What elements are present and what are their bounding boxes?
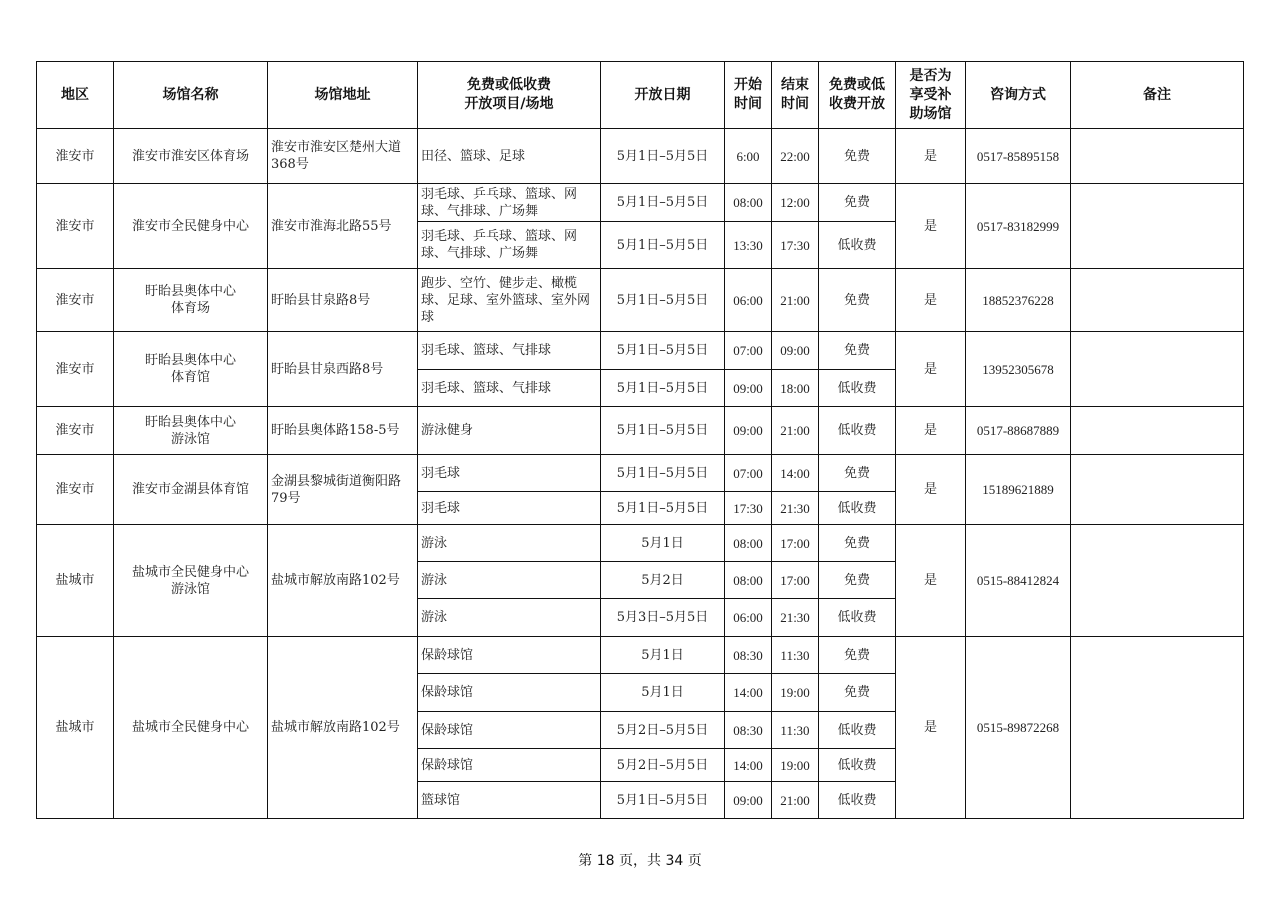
date-cell: 5月1日 (601, 525, 725, 562)
venue-address-cell: 盐城市解放南路102号 (268, 525, 418, 637)
region-cell: 盐城市 (37, 525, 114, 637)
venue-address-cell: 金湖县黎城街道衡阳路79号 (268, 455, 418, 525)
date-cell: 5月1日–5月5日 (601, 222, 725, 269)
date-cell: 5月1日 (601, 674, 725, 712)
contact-cell: 0515-88412824 (966, 525, 1071, 637)
region-cell: 淮安市 (37, 129, 114, 184)
date-cell: 5月1日 (601, 637, 725, 674)
start-time-cell: 08:00 (725, 562, 772, 599)
header-subsidy (896, 62, 966, 129)
venue-address-cell: 盱眙县甘泉西路8号 (268, 332, 418, 407)
end-time-cell: 17:00 (772, 525, 819, 562)
fee-cell: 低收费 (819, 370, 896, 407)
contact-cell: 13952305678 (966, 332, 1071, 407)
venue-table (36, 61, 1244, 819)
page-number: 第 18 页，共 34 页 (578, 853, 702, 869)
header-start-line2: 时间 (734, 96, 762, 112)
header-start-line1: 开始 (734, 77, 762, 93)
venue-name-cell: 淮安市金湖县体育馆 (114, 455, 268, 525)
subsidy-cell: 是 (896, 269, 966, 332)
date-cell: 5月1日–5月5日 (601, 332, 725, 370)
start-time-cell: 07:00 (725, 332, 772, 370)
items-cell: 保龄球馆 (418, 674, 601, 712)
items-cell: 游泳 (418, 562, 601, 599)
venue-name-line: 盱眙县奥体中心 (144, 353, 236, 368)
venue-name-cell (114, 525, 268, 637)
fee-cell: 免费 (819, 637, 896, 674)
end-time-cell: 21:00 (772, 269, 819, 332)
end-time-cell: 21:00 (772, 407, 819, 455)
header-remarks: 备注 (1071, 62, 1244, 129)
subsidy-cell: 是 (896, 637, 966, 819)
start-time-cell: 09:00 (725, 370, 772, 407)
header-subsidy-line3: 助场馆 (909, 105, 952, 122)
venue-address-cell: 淮安市淮安区楚州大道368号 (268, 129, 418, 184)
end-time-cell: 09:00 (772, 332, 819, 370)
fee-cell: 低收费 (819, 222, 896, 269)
remarks-cell (1071, 455, 1244, 525)
end-time-cell: 11:30 (772, 637, 819, 674)
contact-cell: 0517-83182999 (966, 184, 1071, 269)
remarks-cell (1071, 637, 1244, 819)
contact-cell: 18852376228 (966, 269, 1071, 332)
fee-cell: 免费 (819, 562, 896, 599)
items-cell: 游泳 (418, 525, 601, 562)
table-row (37, 129, 1244, 184)
contact-cell: 0517-88687889 (966, 407, 1071, 455)
fee-cell: 免费 (819, 525, 896, 562)
remarks-cell (1071, 129, 1244, 184)
header-items-line1: 免费或低收费 (467, 77, 551, 93)
venue-name-cell (114, 332, 268, 407)
end-time-cell: 12:00 (772, 184, 819, 222)
items-cell: 羽毛球、篮球、气排球 (418, 332, 601, 370)
start-time-cell: 17:30 (725, 492, 772, 525)
venue-name-cell (114, 407, 268, 455)
remarks-cell (1071, 332, 1244, 407)
remarks-cell (1071, 525, 1244, 637)
table-row (37, 637, 1244, 674)
date-cell: 5月1日–5月5日 (601, 407, 725, 455)
end-time-cell: 17:30 (772, 222, 819, 269)
items-cell: 游泳健身 (418, 407, 601, 455)
items-cell: 羽毛球 (418, 492, 601, 525)
start-time-cell: 08:00 (725, 184, 772, 222)
fee-cell: 免费 (819, 269, 896, 332)
header-items-line2: 开放项目/场地 (464, 96, 554, 112)
start-time-cell: 13:30 (725, 222, 772, 269)
subsidy-cell: 是 (896, 129, 966, 184)
end-time-cell: 22:00 (772, 129, 819, 184)
region-cell: 淮安市 (37, 332, 114, 407)
venue-name-line: 游泳馆 (170, 431, 210, 447)
header-end-line1: 结束 (781, 77, 809, 93)
items-cell: 羽毛球、乒乓球、篮球、网球、气排球、广场舞 (418, 222, 601, 269)
date-cell: 5月1日–5月5日 (601, 455, 725, 492)
start-time-cell: 07:00 (725, 455, 772, 492)
table-row (37, 184, 1244, 222)
venue-address-cell: 盱眙县甘泉路8号 (268, 269, 418, 332)
date-cell: 5月1日–5月5日 (601, 269, 725, 332)
date-cell: 5月1日–5月5日 (601, 492, 725, 525)
start-time-cell: 08:00 (725, 525, 772, 562)
end-time-cell: 21:00 (772, 782, 819, 819)
subsidy-cell: 是 (896, 407, 966, 455)
region-cell: 淮安市 (37, 407, 114, 455)
end-time-cell: 21:30 (772, 492, 819, 525)
header-fee-line1: 免费或低 (829, 77, 885, 93)
venue-name-line: 盱眙县奥体中心 (144, 414, 236, 430)
remarks-cell (1071, 184, 1244, 269)
venue-name-cell (114, 269, 268, 332)
items-cell: 游泳 (418, 599, 601, 637)
items-cell: 羽毛球 (418, 455, 601, 492)
contact-cell: 0515-89872268 (966, 637, 1071, 819)
header-subsidy-line2: 享受补 (909, 86, 952, 103)
end-time-cell: 11:30 (772, 712, 819, 749)
header-open-date: 开放日期 (601, 62, 725, 129)
contact-cell: 15189621889 (966, 455, 1071, 525)
subsidy-cell: 是 (896, 184, 966, 269)
start-time-cell: 09:00 (725, 407, 772, 455)
venue-name-line: 体育场 (170, 301, 210, 316)
date-cell: 5月2日 (601, 562, 725, 599)
table-row (37, 455, 1244, 492)
header-items (418, 62, 601, 129)
fee-cell: 低收费 (819, 712, 896, 749)
remarks-cell (1071, 269, 1244, 332)
venue-address-cell: 盱眙县奥体路158-5号 (268, 407, 418, 455)
subsidy-cell: 是 (896, 332, 966, 407)
start-time-cell: 09:00 (725, 782, 772, 819)
venue-name-line: 体育馆 (170, 370, 210, 385)
region-cell: 淮安市 (37, 184, 114, 269)
header-fee-type (819, 62, 896, 129)
subsidy-cell: 是 (896, 455, 966, 525)
fee-cell: 免费 (819, 332, 896, 370)
start-time-cell: 06:00 (725, 269, 772, 332)
items-cell: 保龄球馆 (418, 712, 601, 749)
fee-cell: 免费 (819, 129, 896, 184)
table-row (37, 525, 1244, 562)
date-cell: 5月1日–5月5日 (601, 782, 725, 819)
fee-cell: 免费 (819, 674, 896, 712)
items-cell: 跑步、空竹、健步走、橄榄球、足球、室外篮球、室外网球 (418, 269, 601, 332)
date-cell: 5月1日–5月5日 (601, 370, 725, 407)
fee-cell: 低收费 (819, 492, 896, 525)
header-fee-line2: 收费开放 (829, 96, 885, 112)
date-cell: 5月1日–5月5日 (601, 184, 725, 222)
items-cell: 羽毛球、乒乓球、篮球、网球、气排球、广场舞 (418, 184, 601, 222)
venue-address-cell: 盐城市解放南路102号 (268, 637, 418, 819)
date-cell: 5月2日–5月5日 (601, 712, 725, 749)
date-cell: 5月2日–5月5日 (601, 749, 725, 782)
contact-cell: 0517-85895158 (966, 129, 1071, 184)
items-cell: 羽毛球、篮球、气排球 (418, 370, 601, 407)
header-row (37, 62, 1244, 129)
header-region: 地区 (37, 62, 114, 129)
end-time-cell: 21:30 (772, 599, 819, 637)
start-time-cell: 08:30 (725, 637, 772, 674)
venue-name-cell: 淮安市全民健身中心 (114, 184, 268, 269)
end-time-cell: 17:00 (772, 562, 819, 599)
region-cell: 淮安市 (37, 455, 114, 525)
start-time-cell: 6:00 (725, 129, 772, 184)
header-start-time (725, 62, 772, 129)
region-cell: 盐城市 (37, 637, 114, 819)
end-time-cell: 14:00 (772, 455, 819, 492)
venue-name-cell: 盐城市全民健身中心 (114, 637, 268, 819)
start-time-cell: 06:00 (725, 599, 772, 637)
items-cell: 保龄球馆 (418, 749, 601, 782)
end-time-cell: 18:00 (772, 370, 819, 407)
header-venue-name: 场馆名称 (114, 62, 268, 129)
table-row (37, 407, 1244, 455)
venue-name-cell: 淮安市淮安区体育场 (114, 129, 268, 184)
date-cell: 5月3日–5月5日 (601, 599, 725, 637)
header-end-time (772, 62, 819, 129)
header-end-line2: 时间 (781, 96, 809, 112)
region-cell: 淮安市 (37, 269, 114, 332)
fee-cell: 免费 (819, 455, 896, 492)
table-row (37, 332, 1244, 370)
end-time-cell: 19:00 (772, 749, 819, 782)
header-venue-address: 场馆地址 (268, 62, 418, 129)
fee-cell: 免费 (819, 184, 896, 222)
end-time-cell: 19:00 (772, 674, 819, 712)
fee-cell: 低收费 (819, 599, 896, 637)
venue-address-cell: 淮安市淮海北路55号 (268, 184, 418, 269)
fee-cell: 低收费 (819, 749, 896, 782)
items-cell: 保龄球馆 (418, 637, 601, 674)
date-cell: 5月1日–5月5日 (601, 129, 725, 184)
venue-name-line: 盐城市全民健身中心 (131, 564, 249, 580)
subsidy-cell: 是 (896, 525, 966, 637)
header-subsidy-line1: 是否为 (909, 67, 952, 84)
start-time-cell: 14:00 (725, 749, 772, 782)
table-row (37, 269, 1244, 332)
start-time-cell: 08:30 (725, 712, 772, 749)
items-cell: 田径、篮球、足球 (418, 129, 601, 184)
venue-name-line: 游泳馆 (170, 581, 210, 597)
remarks-cell (1071, 407, 1244, 455)
fee-cell: 低收费 (819, 782, 896, 819)
start-time-cell: 14:00 (725, 674, 772, 712)
venue-name-line: 盱眙县奥体中心 (144, 284, 236, 299)
header-contact: 咨询方式 (966, 62, 1071, 129)
items-cell: 篮球馆 (418, 782, 601, 819)
fee-cell: 低收费 (819, 407, 896, 455)
